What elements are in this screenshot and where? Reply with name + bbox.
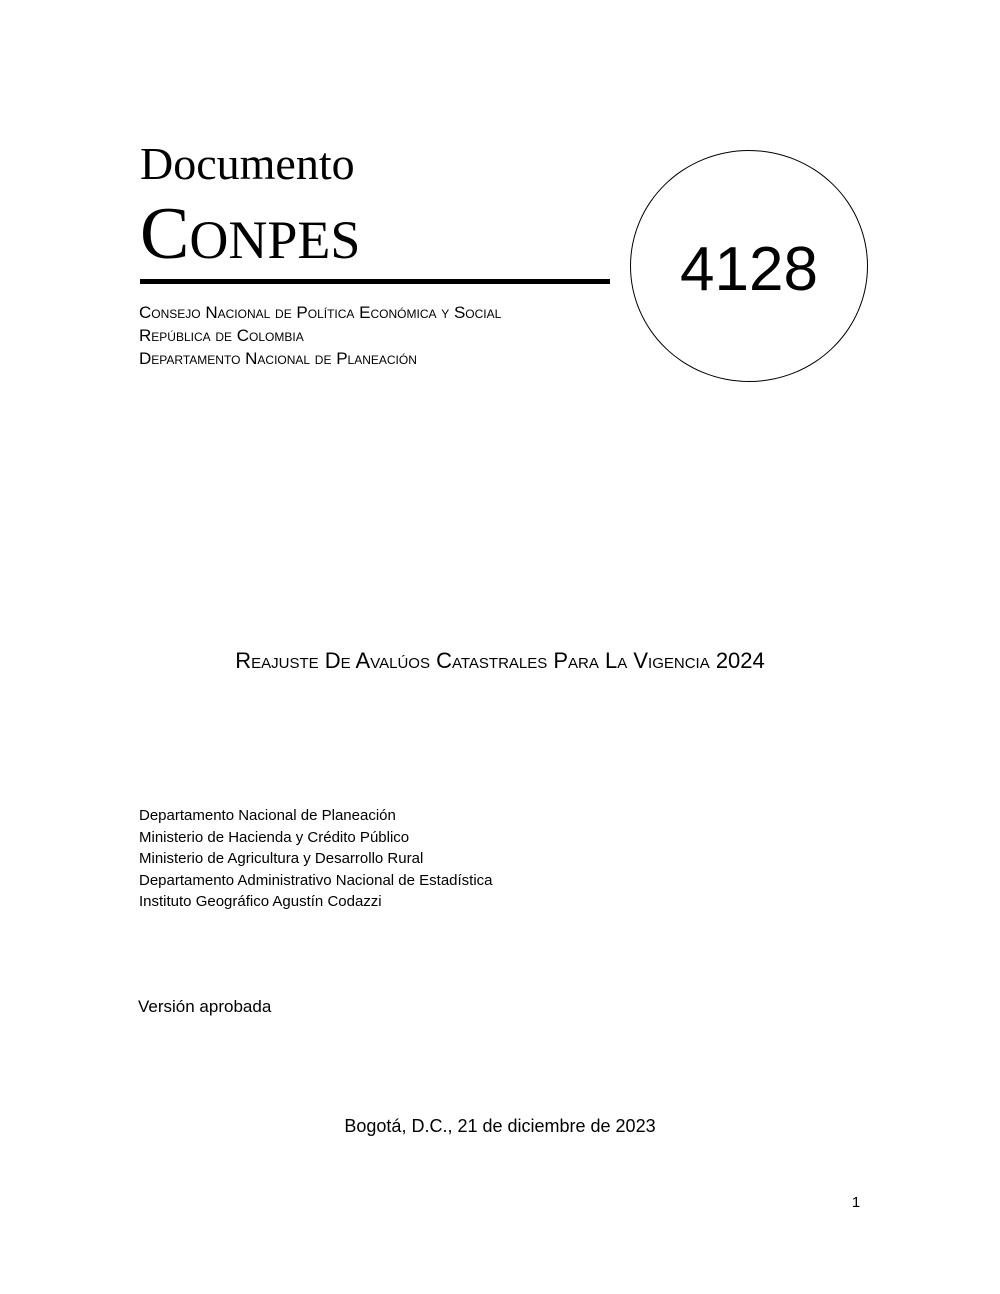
entity-item: Departamento Nacional de Planeación xyxy=(139,807,396,824)
conpes-initial: C xyxy=(140,193,190,275)
org-line-council: Consejo Nacional de Política Económica y Social xyxy=(139,303,502,322)
place-date: Bogotá, D.C., 21 de diciembre de 2023 xyxy=(344,1116,656,1136)
entities-list xyxy=(139,805,493,913)
conpes-heading xyxy=(140,194,360,280)
version-label: Versión aprobada xyxy=(138,997,272,1016)
organization-block xyxy=(139,301,501,370)
entity-item: Instituto Geográfico Agustín Codazzi xyxy=(139,893,382,910)
conpes-rest: ONPES xyxy=(189,210,361,270)
entity-item: Departamento Administrativo Nacional de Estadística xyxy=(139,871,493,889)
page-number: 1 xyxy=(851,1194,861,1211)
org-line-republic: República de Colombia xyxy=(139,326,304,345)
heading-underline xyxy=(140,279,610,284)
documento-heading: Documento xyxy=(140,138,355,189)
entity-item: Ministerio de Hacienda y Crédito Público xyxy=(139,828,410,846)
document-title: Reajuste De Avalúos Catastrales Para La Vigencia 2024 xyxy=(235,648,765,673)
document-number-circle xyxy=(630,150,868,382)
org-line-department: Departamento Nacional de Planeación xyxy=(139,349,417,368)
entity-item: Ministerio de Agricultura y Desarrollo Rural xyxy=(139,850,424,867)
document-number: 4128 xyxy=(680,235,818,304)
